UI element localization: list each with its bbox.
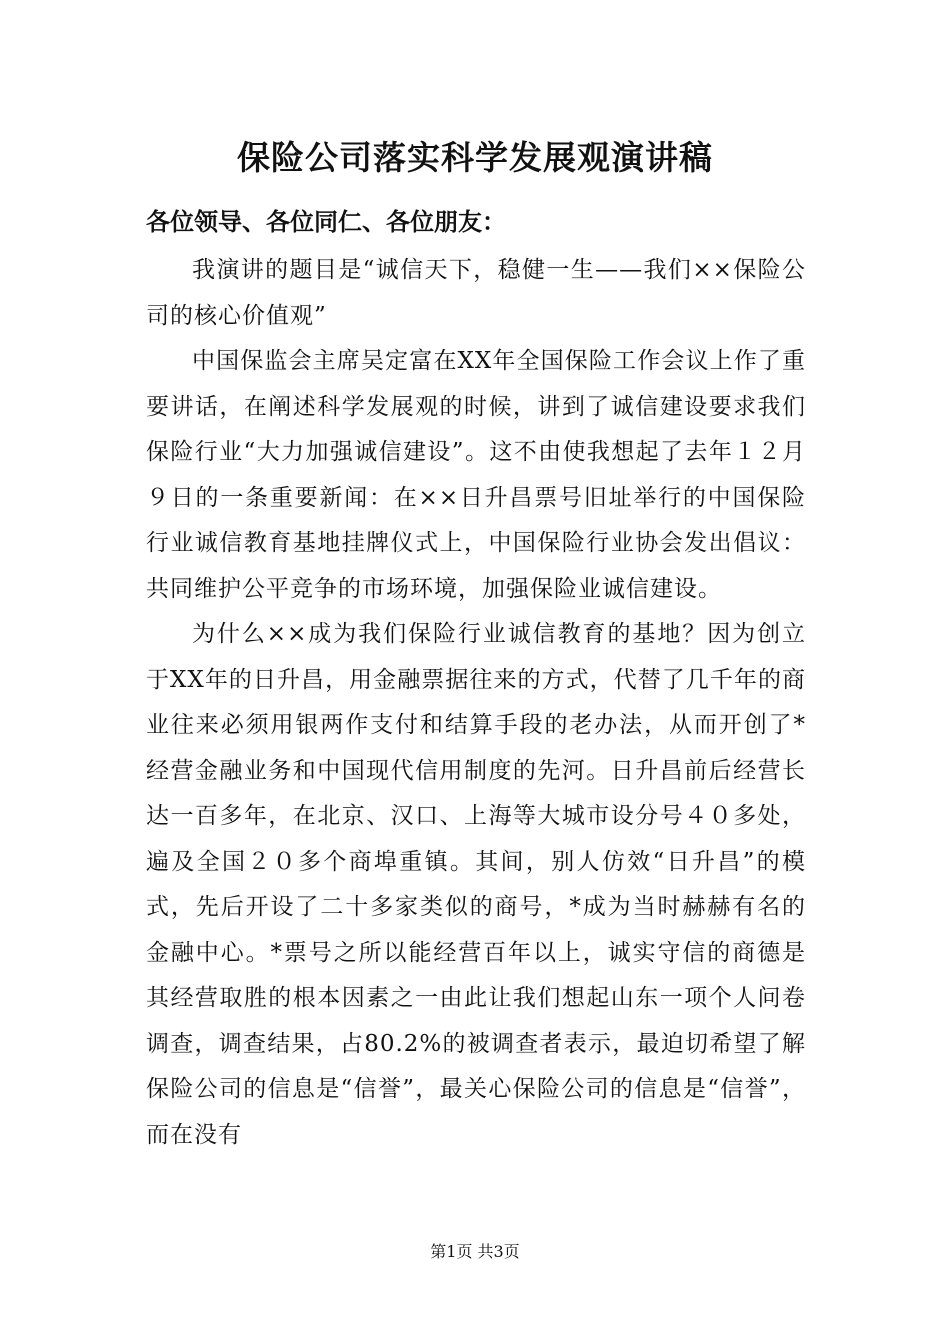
document-title: 保险公司落实科学发展观演讲稿 (237, 138, 713, 177)
paragraph-2: 中国保监会主席吴定富在XX年全国保险工作会议上作了重要讲话，在阐述科学发展观的时候，讲到了诚信建设要求我们保险行业“大力加强诚信建设”。这不由使我想起了去年１２月９日的一条重要新闻：在××日升昌票号旧址举行的中国保险行业诚信教育基地挂牌仪式上，中国保险行业协会发出倡议：共同维护公平竞争的市场环境，加强保险业诚信建设。 (146, 348, 806, 602)
paragraph-1: 我演讲的题目是“诚信天下，稳健一生——我们××保险公司的核心价值观” (146, 257, 806, 329)
paragraph-3: 为什么××成为我们保险行业诚信教育的基地？因为创立于XX年的日升昌，用金融票据往来的方式，代替了几千年的商业往来必须用银两作支付和结算手段的老办法，从而开创了*经营金融业务和中国现代信用制度的先河。日升昌前后经营长达一百多年，在北京、汉口、上海等大城市设分号４０多处，遍及全国２０多个商埠重镇。其间，别人仿效“日升昌”的模式，先后开设了二十多家类似的商号，*成为当时赫赫有名的金融中心。*票号之所以能经营百年以上，诚实守信的商德是其经营取胜的根本因素之一由此让我们想起山东一项个人问卷调查，调查结果，占80.2%的被调查者表示，最迫切希望了解保险公司的信息是“信誉”，最关心保险公司的信息是“信誉”，而在没有 (146, 621, 806, 1148)
page-number-footer: 第1页 共3页 (430, 1242, 520, 1261)
salutation: 各位领导、各位同仁、各位朋友： (146, 207, 506, 236)
document-body (146, 248, 806, 1158)
